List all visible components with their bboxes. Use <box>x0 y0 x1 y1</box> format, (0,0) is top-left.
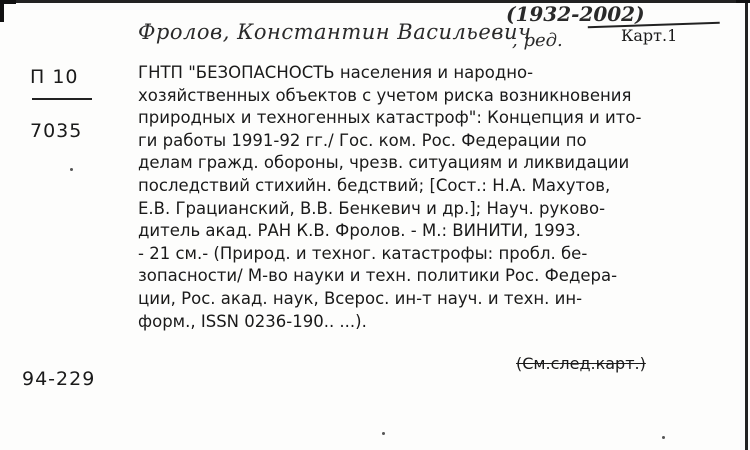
description-line: последствий стихийн. бедствий; [Сост.: Н.А. Махутов, <box>138 175 611 195</box>
description-line: ции, Рос. акад. наук, Всерос. ин-т науч. и техн. ин- <box>138 288 583 308</box>
description-line: зопасности/ М-во науки и техн. политики Рос. Федера- <box>138 266 618 286</box>
description-line: Е.В. Грацианский, В.В. Бенкевич и др.]; Науч. руково- <box>138 198 606 218</box>
call-number-inventory: 7035 <box>30 120 83 142</box>
description-line: ГНТП "БЕЗОПАСНОСТЬ населения и народно- <box>138 63 534 82</box>
description-line: ги работы 1991-92 гг./ Гос. ком. Рос. Федерации по <box>138 130 587 150</box>
paper-speck <box>382 432 385 435</box>
continuation-note: (См.след.карт.) <box>516 354 646 373</box>
call-number-rule <box>32 98 92 100</box>
card-corner-tick <box>736 0 750 13</box>
card-right-border <box>739 0 748 450</box>
card-corner-mark <box>0 0 16 22</box>
call-number-index: 94-229 <box>22 368 96 390</box>
handwritten-author: Фролов, Константин Васильевич <box>138 20 532 44</box>
paper-speck <box>662 436 665 439</box>
bibliographic-description <box>138 62 723 333</box>
description-line: делам гражд. обороны, чрезв. ситуациям и ликвидации <box>138 153 630 173</box>
handwritten-years: (1932-2002) <box>506 2 645 26</box>
handwritten-editor-mark: , ред. <box>512 30 563 51</box>
call-number-shelf: П 10 <box>30 66 79 88</box>
description-line: форм., ISSN 0236-190.. ...). <box>138 311 367 331</box>
description-line: дитель акад. РАН К.В. Фролов. - М.: ВИНИТИ, 1993. <box>138 221 581 241</box>
description-line: природных и техногенных катастроф": Концепция и ито- <box>138 108 642 128</box>
description-line: - 21 см.- (Природ. и техног. катастрофы: пробл. бе- <box>138 243 588 263</box>
description-line: хозяйственных объектов с учетом риска возникновения <box>138 85 632 105</box>
card-number-label: Карт.1 <box>621 26 678 45</box>
paper-speck <box>70 168 73 171</box>
